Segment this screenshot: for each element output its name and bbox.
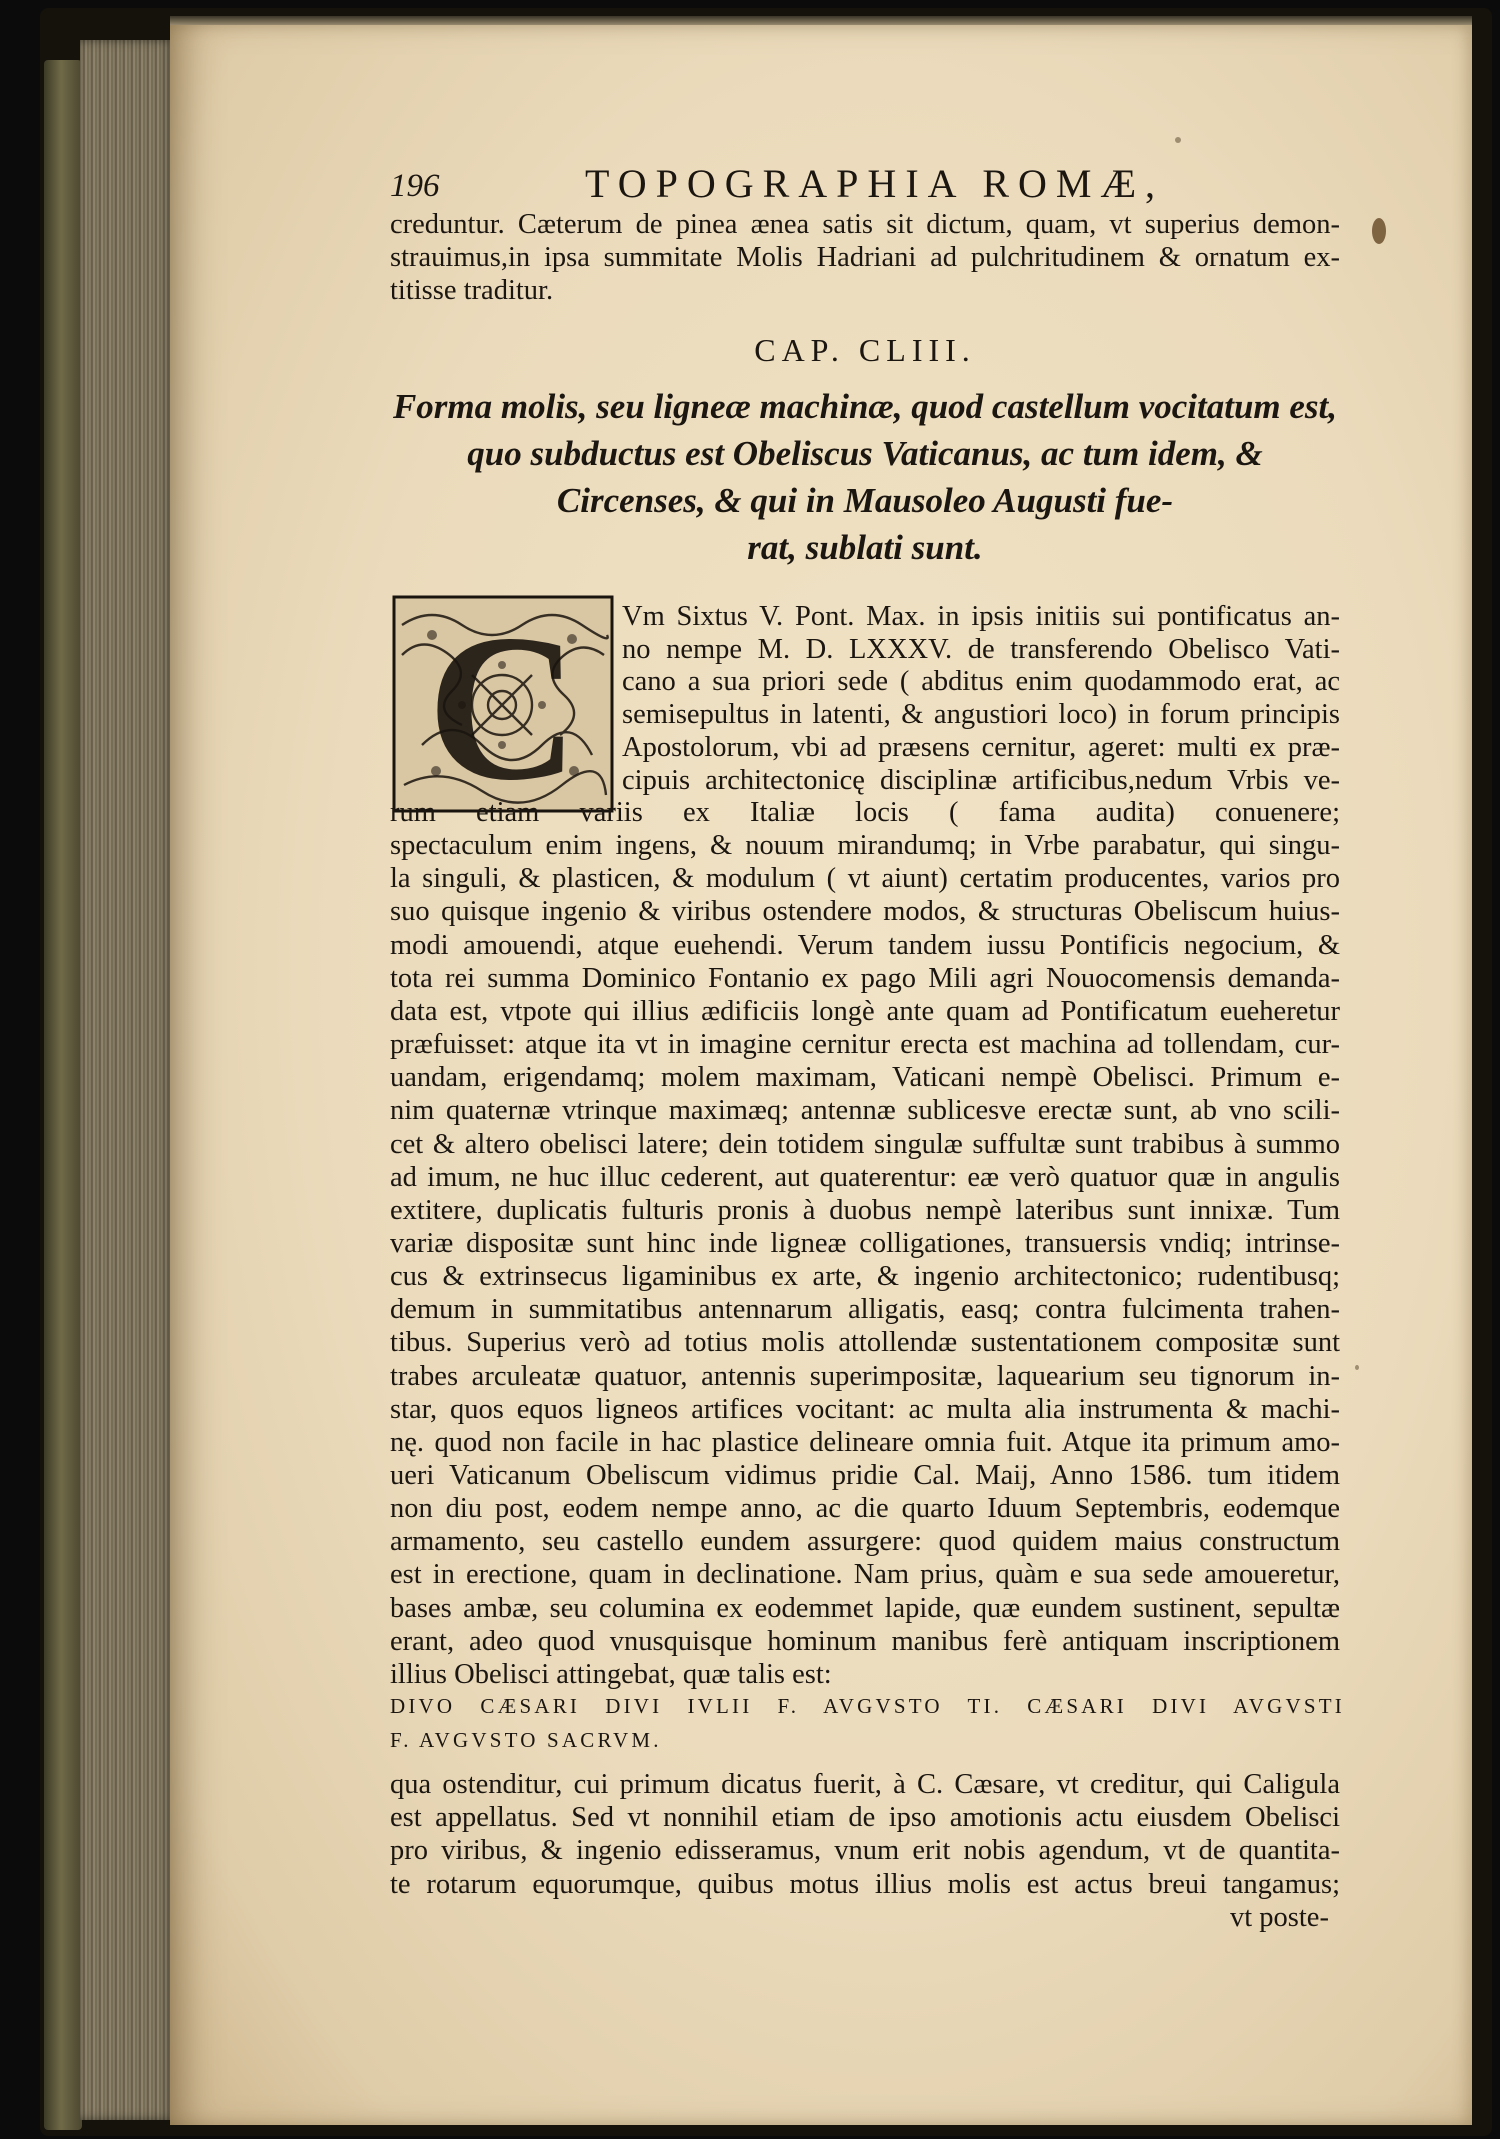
page-edges [80,40,174,2120]
text-line: variæ dispositæ sunt hinc inde ligneæ colligationes, transuersis vndiq; intrinse- [390,1227,1340,1259]
text-line: suo quisque ingenio & viribus ostendere modos, & structuras Obeliscum huius- [390,896,1340,928]
text-line: pro viribus, & ingenio edisseramus, vnum erit nobis agendum, vt de quantita- [390,1835,1340,1867]
text-line: strauimus,in ipsa summitate Molis Hadriani ad pulchritudinem & ornatum ex- [390,242,1340,273]
chapter-number: CAP. CLIII. [754,332,976,368]
catchword: vt poste- [1230,1902,1329,1933]
text-line: rum etiam variis ex Italiæ locis ( fama audita) conuenere; [390,797,1340,828]
text-line: Apostolorum, vbi ad præsens cernitur, ageret: multi ex præ- [622,731,1340,763]
text-line: cet & altero obelisci latere; dein totidem singulæ suffultæ sunt trabibus à summo [390,1128,1340,1160]
text-line: nim quaternæ vtrinque maximæq; antennæ sublicesve erectæ sunt, ab vno scili- [390,1095,1340,1127]
text-line: modi amouendi, atque euehendi. Verum tandem iussu Pontificis negocium, & [390,929,1340,961]
text-line: data est, vtpote qui illius ædificiis longè ante quam ad Pontificatum eueheretur [390,995,1340,1027]
paper-speck [1175,137,1181,143]
paper-speck [1355,1365,1359,1370]
text-line: titisse traditur. [390,275,554,306]
text-line: illius Obelisci attingebat, quæ talis est: [390,1658,832,1690]
drop-cap [392,592,614,824]
text-line: uandam, erigendamq; molem maximam, Vaticani nempè Obelisci. Primum e- [390,1062,1340,1094]
text-line: tota rei summa Dominico Fontanio ex pago Mili agri Nouocomensis demanda- [390,962,1340,994]
book-spine [44,60,82,2130]
text-line: cipuis architectonicę disciplinæ artificibus,nedum Vrbis ve- [622,764,1340,796]
text-line: armamento, seu castello eundem assurgere: quod quidem maius constructum [390,1526,1340,1558]
page-number: 196 [390,168,440,204]
text-line: ad imum, ne huc illuc cederent, aut quaterentur: eæ verò quatuor quæ in angulis [390,1161,1340,1193]
text-line: non diu post, eodem nempe anno, ac die quarto Iduum Septembris, eodemque [390,1493,1340,1525]
text-line: erant, adeo quod vnusquisque hominum manibus ferè antiquam inscriptionem [390,1625,1340,1657]
text-line: bases ambæ, seu columina ex eodemmet lapide, quæ eundem sustinent, sepultæ [390,1592,1340,1624]
text-line: ueri Vaticanum Obeliscum vidimus pridie Cal. Maij, Anno 1586. tum itidem [390,1460,1340,1491]
text-line: creduntur. Cæterum de pinea ænea satis sit dictum, quam, vt superius demon- [390,209,1340,240]
text-line: qua ostenditur, cui primum dicatus fuerit, à C. Cæsare, vt creditur, qui Caligula [390,1769,1340,1800]
text-line: semisepultus in latenti, & angustiori loco) in forum principis [622,699,1340,731]
drop-cap-letter: C [427,592,579,824]
text-line: Vm Sixtus V. Pont. Max. in ipsis initiis sui pontificatus an- [622,601,1340,632]
text-line: est in erectione, quam in declinatione. Nam prius, quàm e sua sede amoueretur, [390,1559,1340,1591]
text-line: cano a sua priori sede ( abditus enim quodammodo erat, ac [622,666,1340,698]
text-line: extitere, duplicatis fulturis pronis à duobus nempè lateribus sunt innixæ. Tum [390,1194,1340,1226]
text-line: te rotarum equorumque, quibus motus illius molis est actus breui tangamus; [390,1868,1340,1900]
inscription-line: DIVO CÆSARI DIVI IVLII F. AVGVSTO TI. CÆSARI DIVI AVGVSTI [390,1694,1345,1718]
inscription-line: F. AVGVSTO SACRVM. [390,1728,662,1752]
text-line: no nempe M. D. LXXXV. de transferendo Obelisco Vati- [622,633,1340,665]
text-line: cus & extrinsecus ligaminibus ex arte, & ingenio architectonico; rudentibusq; [390,1261,1340,1293]
heading-line: Forma molis, seu ligneæ machinæ, quod castellum vocitatum est, [392,387,1338,426]
text-line: trabes arculeatæ quatuor, antennis superimpositæ, laquearium seu tignorum in- [390,1360,1340,1392]
text-line: tibus. Superius verò ad totius molis attollendæ sustentationem compositæ sunt [390,1327,1340,1359]
ink-blot [1372,218,1386,244]
heading-line: rat, sublati sunt. [747,528,983,567]
text-line: la singuli, & plasticen, & modulum ( vt aiunt) certatim producentes, varios pro [390,863,1340,895]
text-line: demum in summitatibus antennarum alligatis, easq; contra fulcimenta trahen- [390,1294,1340,1326]
text-line: spectaculum enim ingens, & nouum mirandumq; in Vrbe parabatur, qui singu- [390,830,1340,862]
running-head: TOPOGRAPHIA ROMÆ, [585,161,1165,206]
text-line: est appellatus. Sed vt nonnihil etiam de ipso amotionis actu eiusdem Obelisci [390,1802,1340,1834]
text-line: star, quos equos ligneos artifices vocitant: ac multa alia instrumenta & machi- [390,1393,1340,1425]
heading-line: quo subductus est Obeliscus Vaticanus, ac tum idem, & [467,434,1263,473]
text-line: nę. quod non facile in hac plastice delineare omnia fuit. Atque ita primum amo- [390,1426,1340,1458]
heading-line: Circenses, & qui in Mausoleo Augusti fue- [556,481,1174,520]
text-line: præfuisset: atque ita vt in imagine cernitur erecta est machina ad tollendam, cur- [390,1029,1340,1061]
